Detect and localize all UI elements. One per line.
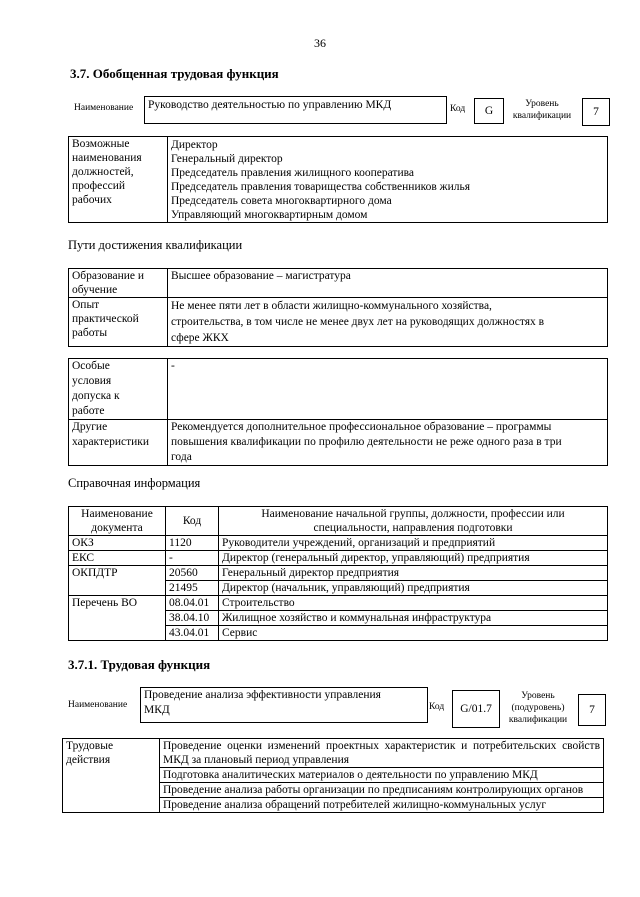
position-item: Председатель совета многоквартирного дома — [171, 195, 392, 207]
ref-doc: Перечень ВО — [69, 596, 166, 641]
action-item: Проведение анализа обращений потребителей жилищно-коммунальных услуг — [160, 798, 604, 813]
ref-code: 1120 — [166, 536, 219, 551]
paths-table — [68, 268, 608, 347]
gtf-code-value: G — [474, 98, 504, 124]
education-label — [69, 269, 168, 298]
action-item: Проведение оценки изменений проектных характеристик и потребительских свойств МКД за плановый период управления — [160, 739, 604, 768]
experience-value-line: сфере ЖКХ — [171, 332, 229, 344]
ref-code: 21495 — [166, 581, 219, 596]
tf-code-label: Код — [429, 702, 445, 712]
ref-col-name-line: Наименование начальной группы, должности, профессии или — [261, 508, 565, 520]
ref-col-doc-line: документа — [91, 522, 143, 534]
gtf-name-value: Руководство деятельностью по управлению МКД — [144, 96, 447, 124]
positions-label-line: наименования — [72, 152, 142, 164]
tf-name-value — [140, 687, 428, 723]
ref-name: Генеральный директор предприятия — [219, 566, 608, 581]
table-row — [69, 596, 608, 611]
tf-name-line: МКД — [144, 704, 170, 716]
positions-label — [69, 137, 168, 223]
ref-code: 08.04.01 — [166, 596, 219, 611]
other-value — [168, 420, 608, 466]
ref-col-doc-line: Наименование — [81, 508, 153, 520]
tf-name-label: Наименование — [68, 700, 128, 710]
gtf-heading: 3.7. Обобщенная трудовая функция — [70, 66, 279, 81]
tf-level-label-3: квалификации — [508, 715, 568, 725]
other-label-line: Другие — [72, 421, 108, 433]
ref-code: 38.04.10 — [166, 611, 219, 626]
ref-col-doc — [69, 507, 166, 536]
special-label-line: условия — [72, 375, 112, 387]
page-number: 36 — [314, 36, 326, 50]
tf-level-label-1: Уровень — [521, 691, 555, 701]
reference-table — [68, 506, 608, 641]
tf-level-value: 7 — [578, 694, 606, 726]
ref-doc: ЕКС — [69, 551, 166, 566]
ref-name: Директор (начальник, управляющий) предприятия — [219, 581, 608, 596]
gtf-level-label-2: квалификации — [512, 111, 572, 121]
education-label-line: обучение — [72, 284, 118, 296]
ref-doc: ОКПДТР — [69, 566, 166, 596]
tf-level-label — [501, 690, 575, 726]
tf-name-line: Проведение анализа эффективности управления — [144, 689, 381, 701]
table-row — [69, 536, 608, 551]
ref-name: Руководители учреждений, организаций и предприятий — [219, 536, 608, 551]
positions-list — [168, 137, 608, 223]
special-value: - — [168, 359, 608, 420]
experience-label-line: работы — [72, 327, 108, 339]
education-label-line: Образование и — [72, 270, 145, 282]
gtf-level-label — [506, 98, 578, 122]
experience-label-line: Опыт — [72, 299, 100, 311]
education-value: Высшее образование – магистратура — [168, 269, 608, 298]
gtf-name-label: Наименование — [74, 103, 134, 113]
other-label-line: характеристики — [72, 436, 150, 448]
ref-name: Жилищное хозяйство и коммунальная инфраструктура — [219, 611, 608, 626]
ref-col-name — [219, 507, 608, 536]
gtf-level-label-1: Уровень — [525, 99, 559, 109]
ref-code: 43.04.01 — [166, 626, 219, 641]
position-item: Директор — [171, 139, 218, 151]
special-label-line: допуска к — [72, 390, 120, 402]
tf-code-value: G/01.7 — [452, 690, 500, 728]
ref-col-name-line: специальности, направления подготовки — [313, 522, 513, 534]
experience-value-line: Не менее пяти лет в области жилищно-коммунального хозяйства, — [171, 300, 492, 312]
actions-label — [63, 739, 160, 813]
special-label-line: Особые — [72, 360, 110, 372]
conditions-table — [68, 358, 608, 466]
experience-label — [69, 298, 168, 347]
position-item: Управляющий многоквартирным домом — [171, 209, 368, 221]
ref-name: Директор (генеральный директор, управляющий) предприятия — [219, 551, 608, 566]
tf-level-label-2: (подуровень) — [511, 703, 565, 713]
ref-code: 20560 — [166, 566, 219, 581]
ref-name: Сервис — [219, 626, 608, 641]
gtf-level-value: 7 — [582, 98, 610, 126]
ref-code: - — [166, 551, 219, 566]
positions-label-line: должностей, — [72, 166, 134, 178]
actions-label-line: Трудовые — [66, 740, 114, 752]
position-item: Генеральный директор — [171, 153, 283, 165]
ref-col-code: Код — [166, 507, 219, 536]
action-item: Проведение анализа работы организации по предписаниям контролирующих органов — [160, 783, 604, 798]
experience-value — [168, 298, 608, 347]
ref-name: Строительство — [219, 596, 608, 611]
action-item: Подготовка аналитических материалов о деятельности по управлению МКД — [160, 768, 604, 783]
special-label — [69, 359, 168, 420]
position-item: Председатель правления товарищества собственников жилья — [171, 181, 471, 193]
positions-label-line: рабочих — [72, 194, 112, 206]
positions-label-line: Возможные — [72, 138, 130, 150]
actions-table — [62, 738, 604, 813]
experience-value-line: строительства, в том числе не менее двух лет на руководящих должностях в — [171, 316, 545, 328]
position-item: Председатель правления жилищного кооператива — [171, 167, 414, 179]
positions-table — [68, 136, 608, 223]
positions-label-line: профессий — [72, 180, 126, 192]
paths-heading: Пути достижения квалификации — [68, 238, 243, 252]
table-row — [69, 551, 608, 566]
other-value-line: года — [171, 451, 192, 463]
reference-heading: Справочная информация — [68, 476, 201, 490]
tf-heading: 3.7.1. Трудовая функция — [68, 657, 211, 672]
table-row — [69, 566, 608, 581]
experience-label-line: практической — [72, 313, 139, 325]
other-value-line: повышения квалификации по профилю деятельности не реже одного раза в три — [171, 436, 562, 448]
other-label — [69, 420, 168, 466]
ref-doc: ОКЗ — [69, 536, 166, 551]
other-value-line: Рекомендуется дополнительное профессиональное образование – программы — [171, 421, 552, 433]
gtf-code-label: Код — [450, 104, 466, 114]
special-label-line: работе — [72, 405, 105, 417]
actions-label-line: действия — [66, 754, 111, 766]
